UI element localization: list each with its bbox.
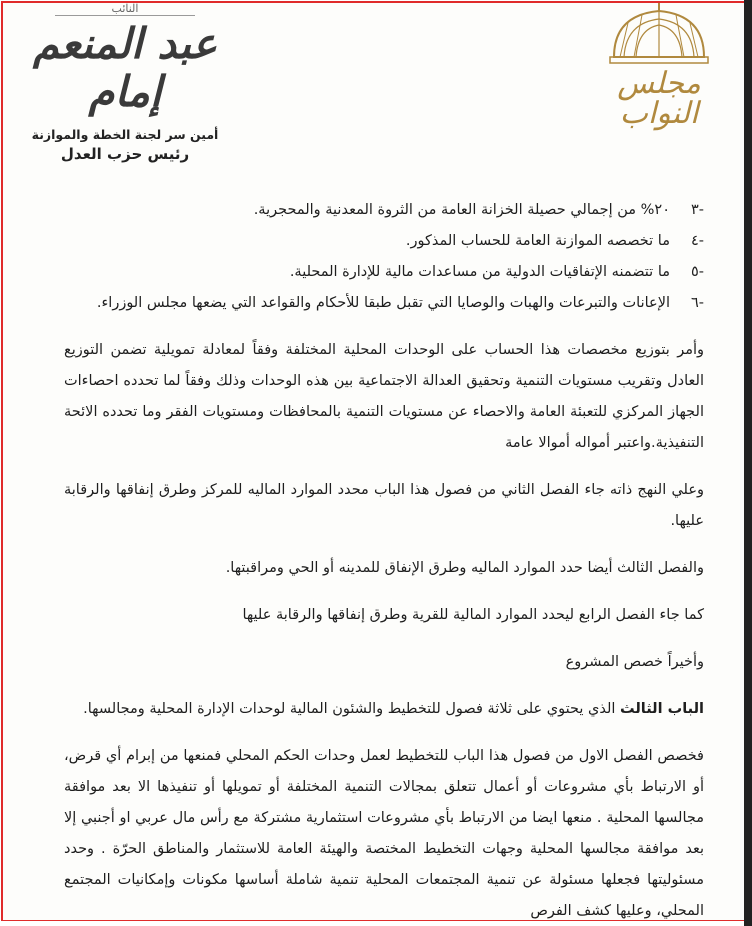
dome-icon (604, 3, 714, 65)
part-three-text: الذي يحتوي على ثلاثة فصول للتخطيط والشئون المالية لوحدات الإدارة المحلية ومجالسها. (83, 701, 621, 717)
paragraph-chapter-four: كما جاء الفصل الرابع ليحدد الموارد المالية للقرية وطرق إنفاقها والرقابة عليها (242, 607, 704, 623)
list-item (64, 226, 704, 257)
paragraph-chapter-three: والفصل الثالث أيضا حدد الموارد الماليه وطرق الإنفاق للمدينه أو الحي ومراقبتها. (225, 560, 704, 576)
council-name: مجلس النواب (617, 66, 701, 131)
member-title: النائب (55, 3, 195, 16)
part-three-heading: الباب الثالث (620, 701, 704, 717)
list-item (64, 195, 704, 226)
paragraph-part-three (64, 694, 704, 725)
document-body (64, 195, 704, 920)
document-page (3, 3, 744, 920)
list-item-number: -٦ (690, 295, 704, 311)
page-edge (744, 0, 752, 926)
list-item-number: -٣ (690, 202, 704, 218)
paragraph-chapter-one-planning: فخصص الفصل الاول من فصول هذا الباب للتخطيط لعمل وحدات الحكم المحلي فمنعها من إبرام أي قرض، أو الارتباط بأي مشروعات أو أعمال تتعلق بمجالات التنمية المختلفة أو تمويلها أو تنفيذها الا بعد موافقة مجالسها المحلية . منعها ايضا من الارتباط بأي مشروعات استثمارية مشتركة مع رأس مال عربي او أجنبي إلا بعد موافقة مجالسها المحلية وجهات التخطيط المختصة والهيئة العامة للاستثمار والمناطق الحرّة . وحدد مسئوليتها فجعلها مسئولة عن تنمية المجتمعات المحلية تنمية شاملة أساسها مكونات وإمكانيات المجتمع المحلي، وعليها كشف الفرص (64, 748, 704, 919)
list-item-text: ما تخصصه الموازنة العامة للحساب المذكور. (405, 233, 670, 249)
parliament-emblem (584, 3, 734, 131)
list-item-text: ما تتضمنه الإتفاقيات الدولية من مساعدات مالية للإدارة المحلية. (289, 264, 670, 280)
list-item-text: الإعانات والتبرعات والهبات والوصايا التي تقبل طبقا للأحكام والقواعد التي يضعها مجلس الوزراء. (96, 295, 670, 311)
paragraph-chapter-two: وعلي النهج ذاته جاء الفصل الثاني من فصول هذا الباب محدد الموارد الماليه للمركز وطرق إنفاقها والرقابة عليها. (64, 482, 704, 529)
list-item (64, 288, 704, 319)
member-role: أمين سر لجنة الخطة والموازنة (31, 126, 219, 142)
list-item-text: ٢٠% من إجمالي حصيلة الخزانة العامة من الثروة المعدنية والمحجرية. (253, 202, 670, 218)
member-name: عبد المنعم إمام (32, 19, 218, 117)
paragraph-allocation: وأمر بتوزيع مخصصات هذا الحساب على الوحدات المحلية المختلفة وفقاً لمعادلة تمويلية تضمن التوزيع العادل وتقريب مستويات التنمية وتحقيق العدالة الاجتماعية بين هذه الوحدات وذلك وفقاً لما تحدده احصاءات الجهاز المركزي للتعبئة العامة والاحصاء عن مستويات التنمية بالمحافظات ومستويات الفقر وما تحدده الائحة التنفيذية.واعتبر أمواله أموالا عامة (64, 342, 704, 451)
member-party: رئيس حزب العدل (60, 144, 190, 163)
list-item-number: -٥ (690, 264, 704, 280)
member-letterhead (25, 3, 225, 163)
paragraph-finally: وأخيراً خصص المشروع (565, 654, 704, 670)
list-item-number: -٤ (690, 233, 704, 249)
list-item (64, 257, 704, 288)
